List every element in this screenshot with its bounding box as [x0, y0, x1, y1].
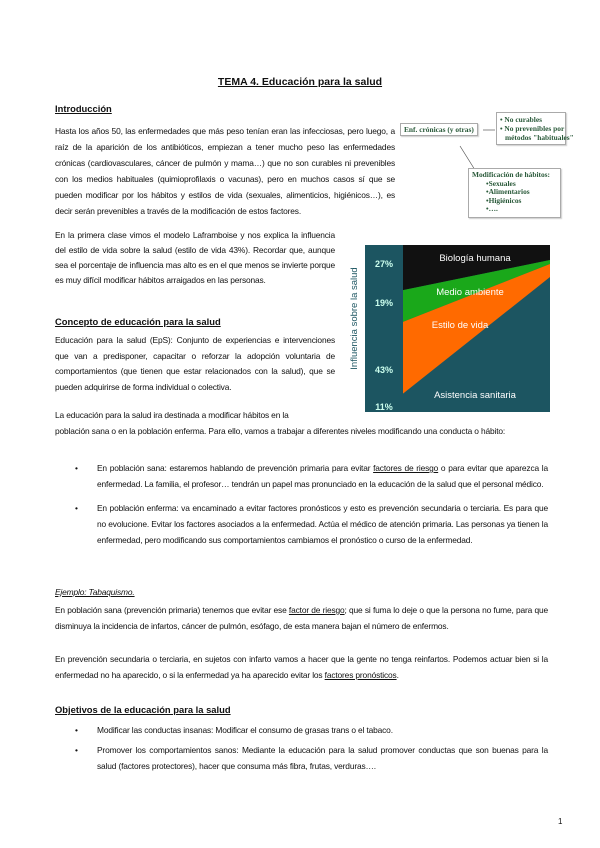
- category-label: Estilo de vida: [431, 320, 489, 331]
- ejemplo-paragraph-2: [55, 651, 548, 683]
- bullet: •: [75, 503, 78, 513]
- list-item: [55, 460, 548, 492]
- text: ; que si fuma lo deje o que la persona no fume, para que disminuya la incidencia de infartos, cáncer de pulmón, esófago, de esta manera bajan el número de enfermos.: [55, 605, 548, 631]
- underlined-term: factor de riesgo: [288, 605, 345, 615]
- value-label: 27%: [374, 259, 394, 269]
- diagram-bottom-title: Modificación de hábitos:: [472, 170, 551, 179]
- underlined-term: factores de riesgo: [373, 463, 439, 473]
- diagram-item: • No prevenibles por: [500, 124, 565, 133]
- underlined-term: factores pronósticos: [324, 670, 397, 680]
- bullet-text: En población sana: estaremos hablando de prevención primaria para evitar: [97, 463, 374, 473]
- ejemplo-paragraph-1: [55, 602, 548, 634]
- y-axis-label: Influencia sobre la salud: [349, 267, 360, 370]
- bullet-text: En población enferma: va encaminado a evitar factores pronósticos y esto es prevención secundaria o terciaria. Es para que no evolucione. Evitar los factores asociados a la enfermedad. Actúa el médico de atención primaria. Las personas ya tienen la enfermedad, pero modificando sus comportamientos cambiamos el pronóstico o curso de la enfermedad.: [97, 503, 548, 545]
- list-item: [55, 500, 548, 548]
- laframboise-chart: [340, 240, 555, 415]
- diagram-item: •….: [486, 204, 498, 213]
- value-label: 11%: [375, 402, 393, 412]
- bullet-text: Modificar las conductas insanas: Modificar el consumo de grasas trans o el tabaco.: [97, 725, 393, 735]
- category-label: Biología humana: [439, 253, 511, 264]
- concepto-bullets: [55, 460, 548, 556]
- concepto-paragraph-2b: población sana o en la población enferma. Para ello, vamos a trabajar a diferentes niveles modificando una conducta o hábito:: [55, 426, 506, 436]
- ejemplo-heading: Ejemplo: Tabaquismo.: [55, 587, 135, 597]
- text: .: [396, 670, 399, 680]
- bullet: •: [75, 463, 78, 473]
- bullet-text: Promover los comportamientos sanos: Mediante la educación para la salud promover conductas que son buenas para la salud (factores protectores), hacer que consuma más fibra, frutas, verduras….: [97, 745, 548, 771]
- diagram-item: •Alimentarios: [486, 187, 530, 196]
- intro-heading: Introducción: [55, 103, 112, 114]
- objetivos-heading: Objetivos de la educación para la salud: [55, 704, 231, 715]
- chronic-disease-diagram: [398, 108, 574, 218]
- intro-paragraph-2: En la primera clase vimos el modelo Laframboise y nos explica la influencia del estilo de vida sobre la salud (estilo de vida 43%). Recordar que, aunque sea el porcentaje de influencia mas alto es en el que menos se invierte porque es muy difícil modificar hábitos arraigados en las personas.: [55, 230, 335, 285]
- page-number: 1: [558, 817, 563, 826]
- concepto-heading: Concepto de educación para la salud: [55, 316, 221, 327]
- page-title: TEMA 4. Educación para la salud: [217, 76, 383, 88]
- diagram-item: • No curables: [500, 115, 543, 124]
- diagram-source-box: Enf. crónicas (y otras): [400, 123, 478, 136]
- concepto-paragraph-2a: La educación para la salud ira destinada a modificar hábitos en la: [55, 410, 289, 420]
- list-item: [55, 722, 548, 738]
- text: En población sana (prevención primaria) tenemos que evitar ese: [55, 605, 289, 615]
- diagram-item: •Sexuales: [486, 178, 516, 188]
- list-item: [55, 742, 548, 774]
- diagram-bottom-box: [468, 168, 561, 218]
- bullet: •: [75, 745, 78, 755]
- text: En prevención secundaria o terciaria, en sujetos con infarto vamos a hacer que la gente no tenga reinfartos. Podemos actuar bien si la enfermedad no ha aparecido, o si la enfermedad ya ha aparecido evitar los: [55, 654, 548, 680]
- concepto-paragraph-1: Educación para la salud (EpS): Conjunto de experiencias e intervenciones que van a predisponer, capacitar o reforzar la adopción voluntaria de comportamientos (que tienen que estar relacionados con la salud), que se pueden adquirirse de forma individual o colectiva.: [55, 335, 335, 392]
- diagram-item: métodos "habituales": [505, 133, 574, 142]
- category-label: Medio ambiente: [436, 287, 504, 298]
- intro-paragraph-1: Hasta los años 50, las enfermedades que más peso tenían eran las infecciosas, pero luego, a raíz de la aparición de los antibióticos, empiezan a tener mucho peso las enfermedades crónicas (cardiovasculares, cáncer de pulmón y mama…) que no son curables ni prevenibles con los medios habituales (quimioprofilaxis o vacunas), pero en muchos casos sí que se pueden modificar por los hábitos y estilos de vida (sexuales, alimenticios, higiénicos…), es decir serán prevenibles a través de la modificación de estos factores.: [55, 126, 395, 216]
- diagram-right-box: [496, 112, 574, 145]
- diagram-item: •Higiénicos: [486, 195, 522, 205]
- value-label: 19%: [374, 298, 394, 308]
- bullet-text: o para evitar que aparezca la enfermedad. La familia, el profesor… tendrán un papel mas pronunciado en la educación de la salud que el personal médico.: [97, 463, 548, 489]
- bullet: •: [75, 725, 78, 735]
- category-label: Asistencia sanitaria: [434, 390, 516, 401]
- objetivos-bullets: [55, 722, 548, 782]
- value-label: 43%: [374, 365, 394, 375]
